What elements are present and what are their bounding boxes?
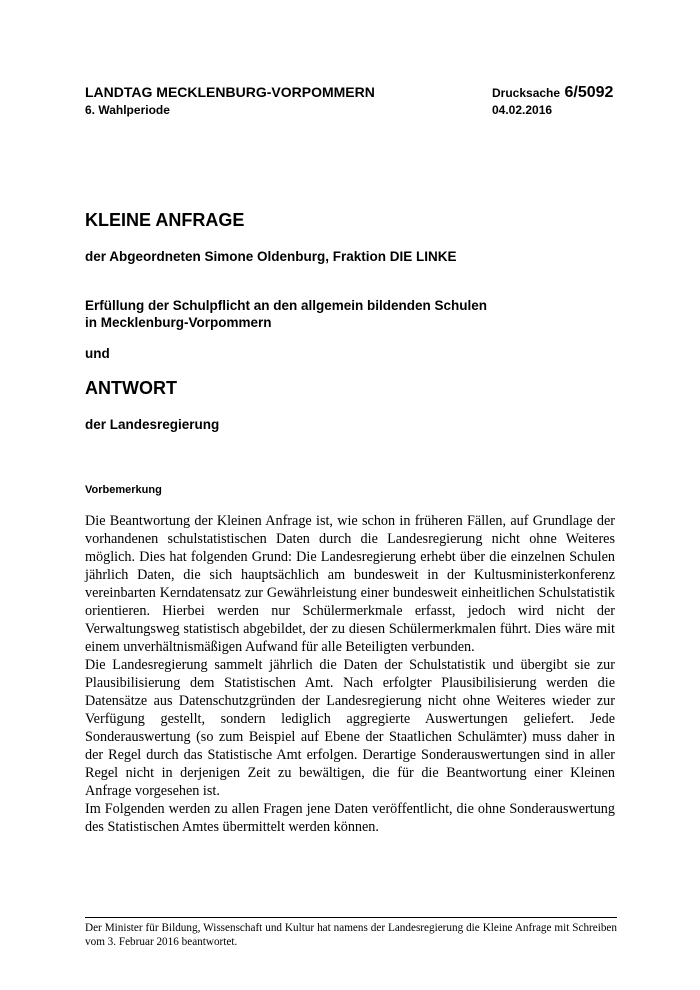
question-subject-line-2: in Mecklenburg-Vorpommern bbox=[85, 315, 272, 330]
parliament-name: LANDTAG MECKLENBURG-VORPOMMERN bbox=[85, 84, 375, 100]
paragraph-1: Die Beantwortung der Kleinen Anfrage ist, wie schon in früheren Fällen, auf Grundlage der vorhandenen schulstatistischen Daten durch die Landesregierung nicht ohne Weiteres möglich. Dies hat folgenden Grund: Die Landesregierung erhebt über die einzelnen Schulen jährlich Daten, die sich hauptsächlich am bundesweit in der Kultusministerkonferenz vereinbarten Kerndatensatz zur Gewährleistung einer bundesweit einheitlichen Schulstatistik orientieren. Hierbei werden nur Schülermerkmale erfasst, jedoch wird nicht der Verwaltungsweg statistisch abgebildet, der zu diesen Schülermerkmalen führt. Dies wäre mit einem unverhältnismäßigen Aufwand für alle Beteiligten verbunden. bbox=[85, 513, 615, 655]
question-title: KLEINE ANFRAGE bbox=[85, 210, 245, 230]
document-number: 6/5092 bbox=[564, 84, 614, 101]
connector-text: und bbox=[85, 346, 110, 361]
footnote-divider bbox=[85, 917, 617, 918]
document-id bbox=[492, 84, 613, 102]
document-date: 04.02.2016 bbox=[492, 103, 553, 117]
document-label: Drucksache bbox=[492, 86, 561, 100]
question-subject-line-1: Erfüllung der Schulpflicht an den allgemein bildenden Schulen bbox=[85, 298, 488, 313]
preliminary-heading: Vorbemerkung bbox=[85, 484, 162, 496]
footnote: Der Minister für Bildung, Wissenschaft und Kultur hat namens der Landesregierung die Kleine Anfrage mit Schreiben vom 3. Februar 2016 beantwortet. bbox=[85, 922, 617, 948]
answer-by: der Landesregierung bbox=[85, 417, 220, 432]
question-author: der Abgeordneten Simone Oldenburg, Fraktion DIE LINKE bbox=[85, 249, 457, 264]
paragraph-2: Die Landesregierung sammelt jährlich die Daten der Schulstatistik und übergibt sie zur Plausibilisierung dem Statistischen Amt. Nach erfolgter Plausibilisierung werden die Datensätze aus Datenschutzgründen der Landesregierung nicht ohne Weiteres wieder zur Verfügung gestellt, sondern lediglich aggregierte Auswertungen geliefert. Jede Sonderauswertung (so zum Beispiel auf Ebene der Staatlichen Schulämter) muss daher in der Regel durch das Statistische Amt erfolgen. Derartige Sonderauswertungen sind in aller Regel nicht in derjenigen Zeit zu bewältigen, die für die Beantwortung einer Kleinen Anfrage vorgesehen ist. bbox=[85, 657, 615, 799]
electoral-period: 6. Wahlperiode bbox=[85, 103, 170, 117]
answer-title: ANTWORT bbox=[85, 378, 177, 398]
paragraph-3: Im Folgenden werden zu allen Fragen jene Daten veröffentlicht, die ohne Sonderauswertung des Statistischen Amtes übermittelt werden können. bbox=[85, 801, 615, 835]
question-subject bbox=[85, 297, 487, 331]
